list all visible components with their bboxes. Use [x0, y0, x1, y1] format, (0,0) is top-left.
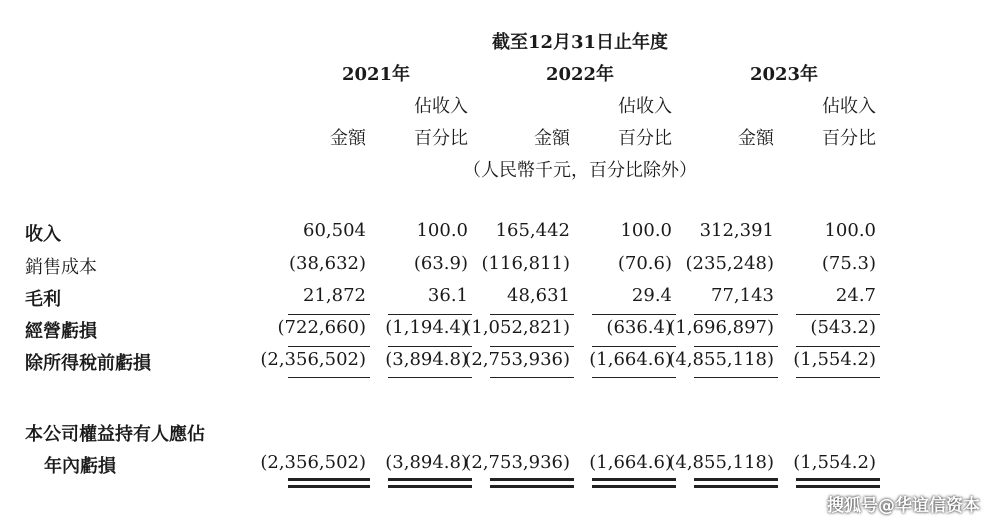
single-rule [592, 346, 676, 347]
table-cell: (2,753,936) [464, 349, 570, 370]
pct-head-2021-line1: 佔收入 [414, 96, 468, 117]
table-cell: (1,554.2) [793, 349, 876, 370]
table-cell: 24.7 [835, 285, 876, 306]
table-cell: (722,660) [277, 317, 366, 338]
table-cell: 100.0 [824, 220, 876, 241]
table-cell: 100.0 [416, 220, 468, 241]
table-cell: (636.4) [606, 317, 672, 338]
single-rule [694, 377, 778, 378]
table-cell: 312,391 [699, 220, 774, 241]
single-rule [796, 377, 880, 378]
table-cell: 165,442 [495, 220, 570, 241]
single-rule [694, 314, 778, 315]
single-rule [288, 346, 370, 347]
double-rule [694, 485, 778, 488]
row-label-cost-of-sales: 銷售成本 [25, 257, 97, 278]
table-cell: (3,894.8) [385, 452, 468, 473]
single-rule [694, 346, 778, 347]
year-2021: 2021年 [341, 64, 411, 85]
double-rule [388, 478, 472, 481]
table-cell: (70.6) [617, 253, 672, 274]
table-cell: (543.2) [810, 317, 876, 338]
row-label-loss-for-year: 年內虧損 [44, 456, 116, 477]
table-cell: (38,632) [288, 253, 366, 274]
double-rule [490, 485, 574, 488]
table-cell: (1,696,897) [668, 317, 774, 338]
table-cell: (1,052,821) [464, 317, 570, 338]
unit-note: （人民幣千元，百分比除外） [463, 160, 697, 181]
amount-head-2022: 金額 [534, 128, 570, 149]
double-rule [592, 478, 676, 481]
double-rule [388, 485, 472, 488]
amount-head-2021: 金額 [330, 128, 366, 149]
amount-head-2023: 金額 [738, 128, 774, 149]
table-cell: 21,872 [303, 285, 366, 306]
single-rule [796, 314, 880, 315]
single-rule [388, 314, 472, 315]
double-rule [796, 485, 880, 488]
table-cell: 29.4 [631, 285, 672, 306]
double-rule [796, 478, 880, 481]
double-rule [694, 478, 778, 481]
row-label-attributable-line1: 本公司權益持有人應佔 [25, 424, 205, 445]
watermark: 搜狐号@华谊信资本 [827, 496, 980, 516]
table-cell: (235,248) [685, 253, 774, 274]
double-rule [592, 485, 676, 488]
table-cell: (2,356,502) [260, 349, 366, 370]
table-cell: (1,664.6) [589, 349, 672, 370]
double-rule [490, 478, 574, 481]
table-cell: 100.0 [620, 220, 672, 241]
table-cell: 48,631 [507, 285, 570, 306]
table-cell: (2,753,936) [464, 452, 570, 473]
pct-head-2022-line1: 佔收入 [618, 96, 672, 117]
table-cell: (1,554.2) [793, 452, 876, 473]
row-label-gross-profit: 毛利 [25, 289, 61, 310]
pct-head-2021-line2: 百分比 [414, 128, 468, 149]
single-rule [288, 377, 370, 378]
double-rule [288, 478, 370, 481]
table-cell: (1,664.6) [589, 452, 672, 473]
table-cell: (4,855,118) [668, 349, 774, 370]
table-cell: 77,143 [711, 285, 774, 306]
pct-head-2022-line2: 百分比 [618, 128, 672, 149]
single-rule [490, 314, 574, 315]
pct-head-2023-line2: 百分比 [822, 128, 876, 149]
single-rule [490, 346, 574, 347]
single-rule [592, 314, 676, 315]
table-cell: (63.9) [413, 253, 468, 274]
single-rule [592, 377, 676, 378]
single-rule [388, 346, 472, 347]
table-cell: (75.3) [821, 253, 876, 274]
single-rule [288, 314, 370, 315]
row-label-operating-loss: 經營虧損 [25, 321, 97, 342]
single-rule [796, 346, 880, 347]
year-2023: 2023年 [749, 64, 819, 85]
row-label-revenue: 收入 [25, 224, 61, 245]
row-label-loss-before-tax: 除所得稅前虧損 [25, 353, 151, 374]
table-cell: (1,194.4) [385, 317, 468, 338]
table-cell: 60,504 [303, 220, 366, 241]
double-rule [288, 485, 370, 488]
single-rule [490, 377, 574, 378]
single-rule [388, 377, 472, 378]
period-heading: 截至12月31日止年度 [491, 32, 669, 53]
table-cell: (4,855,118) [668, 452, 774, 473]
table-cell: (2,356,502) [260, 452, 366, 473]
pct-head-2023-line1: 佔收入 [822, 96, 876, 117]
year-2022: 2022年 [545, 64, 615, 85]
table-cell: (116,811) [481, 253, 570, 274]
table-cell: (3,894.8) [385, 349, 468, 370]
table-cell: 36.1 [427, 285, 468, 306]
